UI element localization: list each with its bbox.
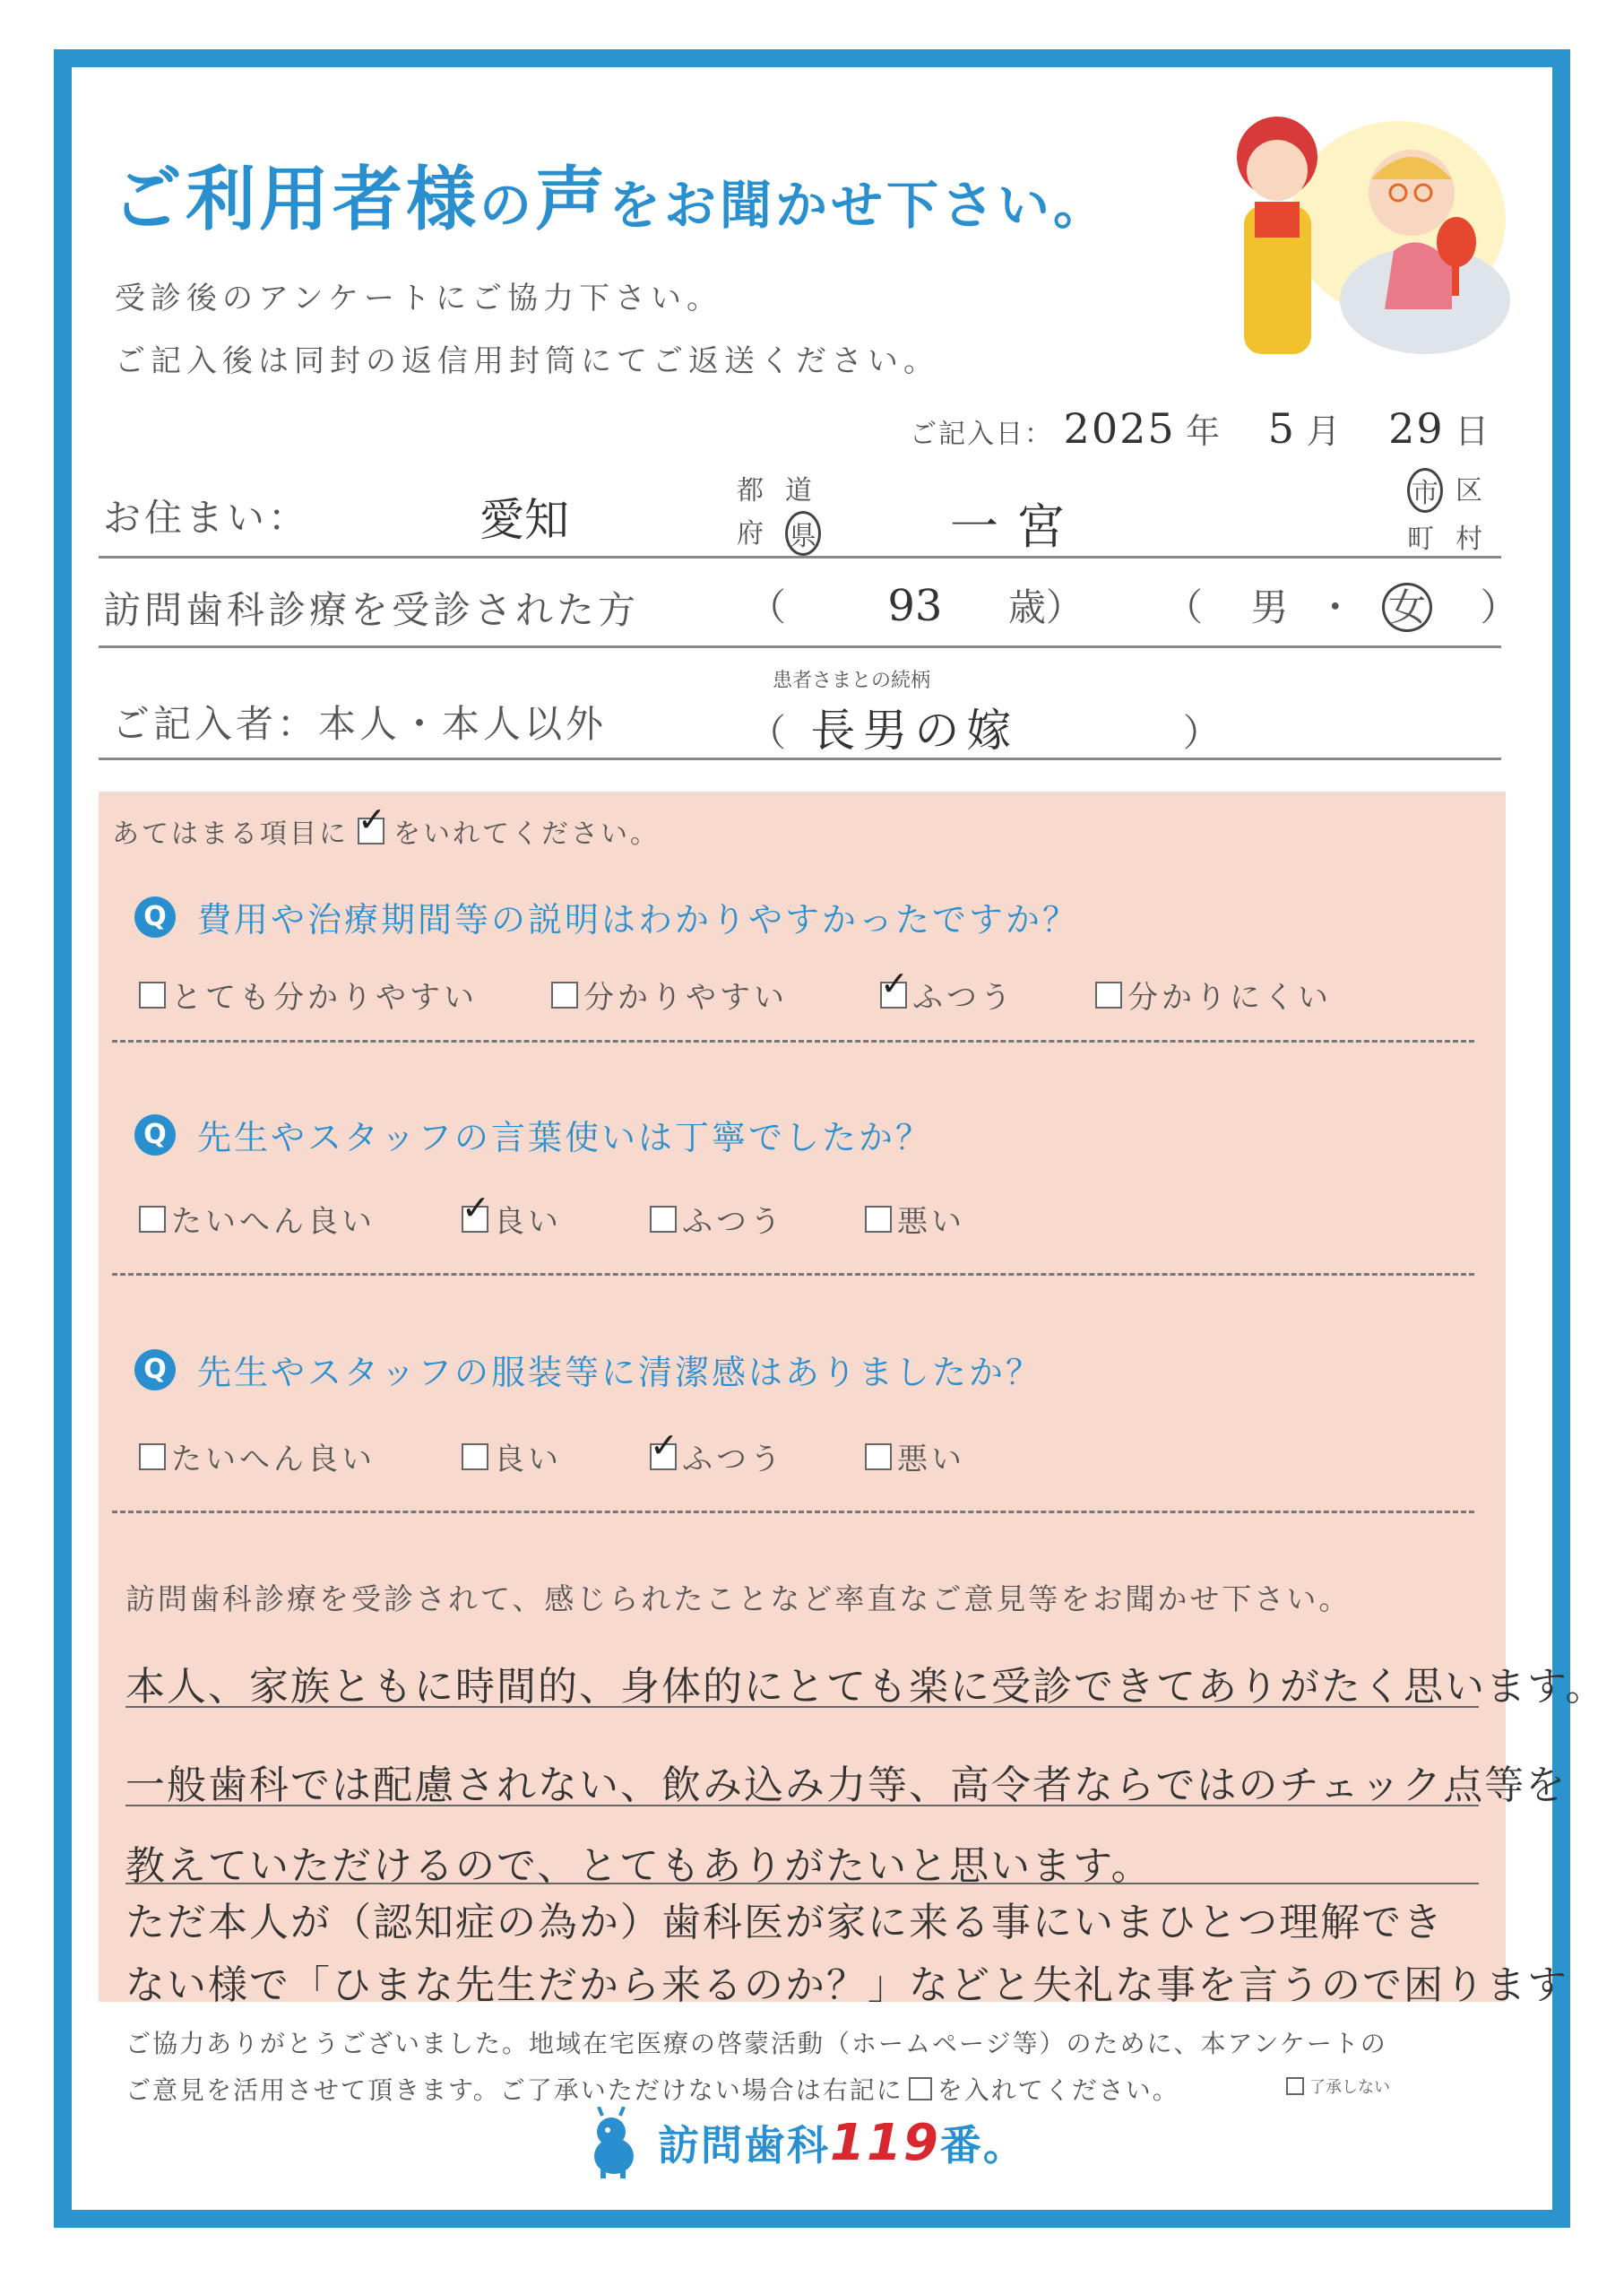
q-icon: Q [134,1349,176,1390]
date-label: ご記入日： [910,419,1053,450]
ruled-line [125,1805,1479,1806]
deer-mascot-icon [583,2107,645,2178]
date-month[interactable]: 5 [1267,404,1297,453]
checkbox-icon [1286,2077,1304,2095]
checkbox-icon [1095,982,1122,1009]
date-row: ご記入日： 2025 年 5 月 29 日 [910,404,1491,453]
relation-field: （ 長男の嫁 ） [748,705,1221,757]
checkbox-checked-icon [880,982,907,1009]
footer-line-2: ご意見を活用させて頂きます。ご了承いただけない場合は右記に を入れてください。 [125,2075,1179,2105]
city-value[interactable]: 一宮 [950,498,1083,555]
logo-text: 訪問歯科119番。 [658,2114,1026,2172]
gender-male[interactable]: 男 [1250,585,1289,629]
q3-option-4[interactable]: 悪い [865,1434,965,1478]
checkbox-example-icon [909,2077,932,2100]
question-2: Q 先生やスタッフの言葉使いは丁寧でしたか？ [134,1110,932,1159]
dashed-divider [112,1273,1474,1276]
instruction-1: 受診後のアンケートにご協力下さい。 [115,281,722,316]
opinion-line-4[interactable]: ただ本人が（認知症の為か）歯科医が家に来る事にいまひとつ理解でき [125,1900,1445,1945]
gender-female-selected[interactable]: 女 [1382,583,1432,632]
address-label: お住まい： [103,496,310,540]
footer-line-1: ご協力ありがとうございました。地域在宅医療の啓蒙活動（ホームページ等）のために、本アンケートの [125,2029,1387,2058]
age-field: （ 93 歳） [748,581,1084,631]
checkbox-icon [139,1443,166,1470]
q3-option-3[interactable]: ✓ ふつう [650,1434,784,1478]
checkbox-icon [865,1206,892,1233]
checkbox-icon [865,1443,892,1470]
q2-option-4[interactable]: 悪い [865,1197,965,1241]
q3-option-2[interactable]: 良い [462,1434,562,1478]
q-icon: Q [134,1114,176,1156]
checkbox-icon [650,1206,677,1233]
checkbox-icon [551,982,578,1009]
date-day[interactable]: 29 [1388,404,1445,453]
dashed-divider [112,1040,1474,1043]
checkbox-example-icon [358,818,384,844]
logo [583,2107,1026,2178]
checkbox-icon [139,1206,166,1233]
question-3: Q 先生やスタッフの服装等に清潔感はありましたか？ [134,1345,1042,1394]
q3-option-1[interactable]: たいへん良い [139,1434,376,1478]
dashed-divider [112,1511,1474,1513]
page-title: ご利用者様の声をお聞かせ下さい。 [112,160,1110,240]
ruled-line [125,1883,1479,1884]
opinion-line-3[interactable]: 教えていただけるので、とてもありがたいと思います。 [125,1843,1153,1889]
checkbox-checked-icon [650,1443,677,1470]
city-type: 市 区 町 村 [1407,468,1482,556]
q1-option-1[interactable]: とても分かりやすい [139,973,478,1017]
caregiver-illustration [1192,85,1515,381]
divider [99,556,1501,559]
opinion-line-2[interactable]: 一般歯科では配慮されない、飲み込み力等、高令者ならではのチェック点等を [125,1762,1568,1808]
opinion-line-1[interactable]: 本人、家族ともに時間的、身体的にとても楽に受診できてありがたく思います。 [125,1664,1607,1710]
q1-option-3[interactable]: ✓ ふつう [880,973,1015,1017]
q1-option-4[interactable]: 分かりにくい [1095,973,1332,1017]
q2-option-1[interactable]: たいへん良い [139,1197,376,1241]
q2-option-3[interactable]: ふつう [650,1197,784,1241]
ruled-line [125,1706,1479,1708]
relation-caption: 患者さまとの続柄 [773,670,931,692]
gender-field: （ 男 ・ 女 ） [1165,578,1518,632]
decline-checkbox[interactable]: 了承しない [1286,2074,1390,2098]
check-instruction: あてはまる項目に ✓ をいれてください。 [112,811,660,851]
age-value[interactable]: 93 [887,581,943,631]
opinion-prompt: 訪問歯科診療を受診されて、感じられたことなど率直なご意見等をお聞かせ下さい。 [125,1581,1352,1616]
question-1: Q 費用や治療期間等の説明はわかりやすかったですか？ [134,892,1079,941]
prefecture-type: 都 道 府 県 [737,468,821,556]
divider [99,645,1501,648]
q1-option-2[interactable]: 分かりやすい [551,973,788,1017]
writer-label: ご記入者：本人・本人以外 [112,702,608,746]
checkbox-icon [462,1443,488,1470]
relation-value[interactable]: 長男の嫁 [810,705,1019,757]
q2-option-2[interactable]: ✓ 良い [462,1197,562,1241]
q-icon: Q [134,896,176,938]
divider [99,758,1501,760]
prefecture-value[interactable]: 愛知 [479,494,569,546]
checkbox-checked-icon [462,1206,488,1233]
instruction-2: ご記入後は同封の返信用封筒にてご返送ください。 [115,343,939,379]
date-year[interactable]: 2025 [1063,404,1176,453]
opinion-line-5[interactable]: ない様で「ひまな先生だから来るのか？」などと失礼な事を言うので困ります [125,1962,1568,2008]
patient-label: 訪問歯科診療を受診された方 [103,588,640,632]
checkbox-icon [139,982,166,1009]
